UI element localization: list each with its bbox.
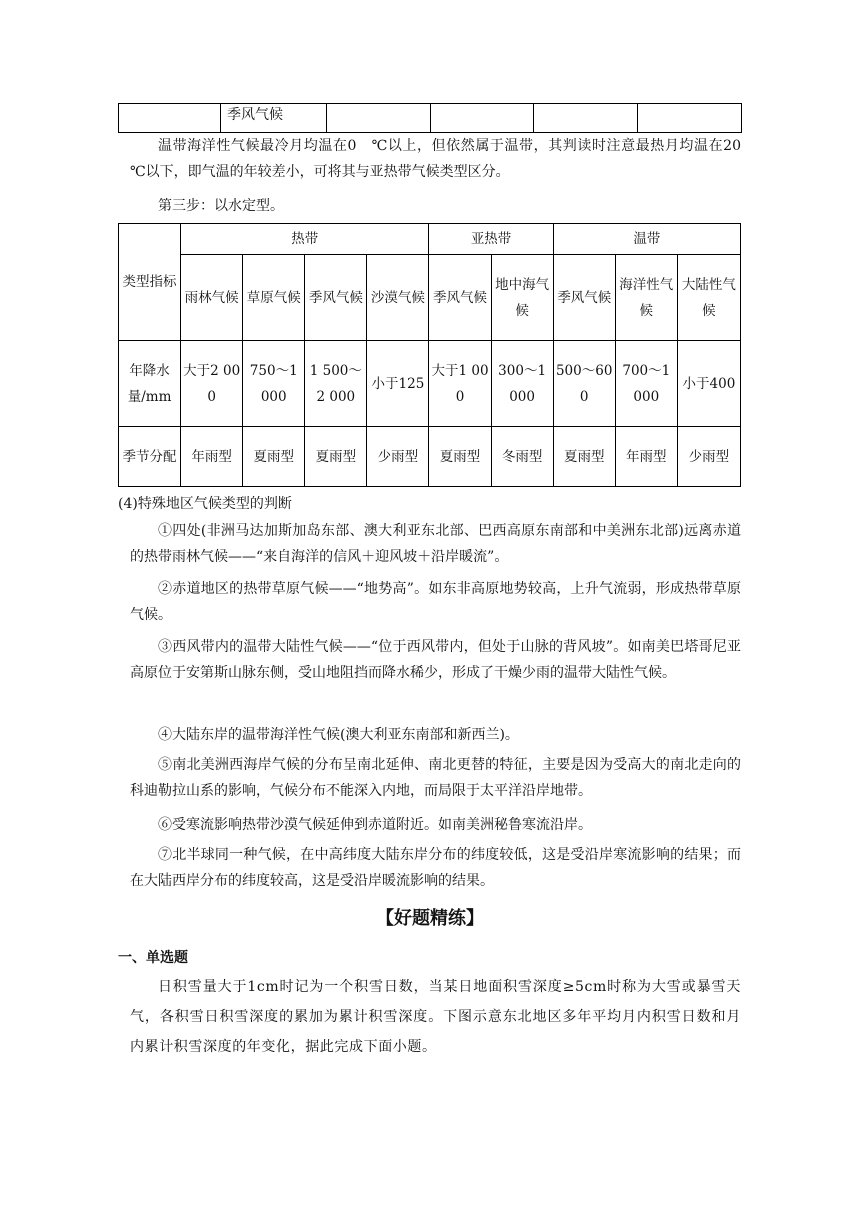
type-header: 季风气候 xyxy=(553,255,615,341)
row-label: 年降水量/mm xyxy=(119,341,181,427)
table-corner-cell: 类型指标 xyxy=(119,224,181,341)
type-header: 地中海气候 xyxy=(491,255,553,341)
table-cell: 小于400 xyxy=(677,341,740,427)
table-cell xyxy=(431,104,534,133)
climate-type-table xyxy=(118,223,741,487)
paragraph-temperate-marine: 温带海洋性气候最冷月均温在0 ℃以上，但依然属于温带，其判读时注意最热月均温在20 ℃以下，即气温的年较差小，可将其与亚热带气候类型区分。 xyxy=(130,138,755,180)
table-cell: 夏雨型 xyxy=(305,427,367,487)
table-cell: 1 500～2 000 xyxy=(305,341,367,427)
type-header: 沙漠气候 xyxy=(367,255,429,341)
special-item-3: ③西风带内的温带大陆性气候——“位于西风带内，但处于山脉的背风坡”。如南美巴塔哥尼亚高原位于安第斯山脉东侧，受山地阻挡而降水稀少，形成了干燥少雨的温带大陆性气候。 xyxy=(130,639,741,681)
paragraph-step-three: 第三步：以水定型。 xyxy=(158,198,284,214)
table-cell xyxy=(534,104,638,133)
special-item-2: ②赤道地区的热带草原气候——“地势高”。如东非高原地势较高，上升气流弱，形成热带草原气候。 xyxy=(130,581,741,623)
group-header: 热带 xyxy=(181,224,429,255)
table-cell: 夏雨型 xyxy=(429,427,491,487)
previous-table-row xyxy=(118,103,742,133)
group-header: 温带 xyxy=(553,224,740,255)
table-cell xyxy=(327,104,431,133)
table-cell xyxy=(638,104,742,133)
type-header: 季风气候 xyxy=(305,255,367,341)
type-header: 海洋性气候 xyxy=(615,255,677,341)
table-cell: 小于125 xyxy=(367,341,429,427)
special-item-5: ⑤南北美洲西海岸气候的分布呈南北延伸、南北更替的特征，主要是因为受高大的南北走向的科迪勒拉山系的影响，气候分布不能深入内地，而局限于太平洋沿岸地带。 xyxy=(130,757,741,799)
practice-heading: 【好题精练】 xyxy=(376,908,484,929)
special-item-4: ④大陆东岸的温带海洋性气候(澳大利亚东南部和新西兰)。 xyxy=(158,727,519,743)
table-cell: 大于2 000 xyxy=(181,341,243,427)
section-title: 一、单选题 xyxy=(118,950,188,966)
group-header: 亚热带 xyxy=(429,224,553,255)
type-header: 季风气候 xyxy=(429,255,491,341)
table-cell: 少雨型 xyxy=(367,427,429,487)
table-cell: 季风气候 xyxy=(221,104,327,133)
table-cell: 大于1 000 xyxy=(429,341,491,427)
table-cell: 年雨型 xyxy=(181,427,243,487)
table-cell: 750～1 000 xyxy=(243,341,305,427)
table-cell: 夏雨型 xyxy=(243,427,305,487)
type-header: 大陆性气候 xyxy=(677,255,740,341)
table-cell: 冬雨型 xyxy=(491,427,553,487)
table-cell: 500～600 xyxy=(553,341,615,427)
table-cell: 少雨型 xyxy=(677,427,740,487)
table-cell: 700～1 000 xyxy=(615,341,677,427)
type-header: 草原气候 xyxy=(243,255,305,341)
table-cell xyxy=(119,104,221,133)
special-item-6: ⑥受寒流影响热带沙漠气候延伸到赤道附近。如南美洲秘鲁寒流沿岸。 xyxy=(158,817,592,833)
table-cell: 年雨型 xyxy=(615,427,677,487)
type-header: 雨林气候 xyxy=(181,255,243,341)
table-cell: 夏雨型 xyxy=(553,427,615,487)
special-regions-title: (4)特殊地区气候类型的判断 xyxy=(118,496,292,512)
special-item-7: ⑦北半球同一种气候，在中高纬度大陆东岸分布的纬度较低，这是受沿岸寒流影响的结果；而在大陆西岸分布的纬度较高，这是受沿岸暖流影响的结果。 xyxy=(130,847,741,889)
special-item-1: ①四处(非洲马达加斯加岛东部、澳大利亚东北部、巴西高原东南部和中美洲东北部)远离赤道的热带雨林气候——“来自海洋的信风＋迎风坡＋沿岸暖流”。 xyxy=(130,523,741,565)
table-cell: 300～1 000 xyxy=(491,341,553,427)
question-stem: 日积雪量大于1cm时记为一个积雪日数，当某日地面积雪深度≥5cm时称为大雪或暴雪天气，各积雪日积雪深度的累加为累计积雪深度。下图示意东北地区多年平均月内积雪日数和月内累计积雪深度的年变化，据此完成下面小题。 xyxy=(130,979,741,1055)
row-label: 季节分配 xyxy=(119,427,181,487)
